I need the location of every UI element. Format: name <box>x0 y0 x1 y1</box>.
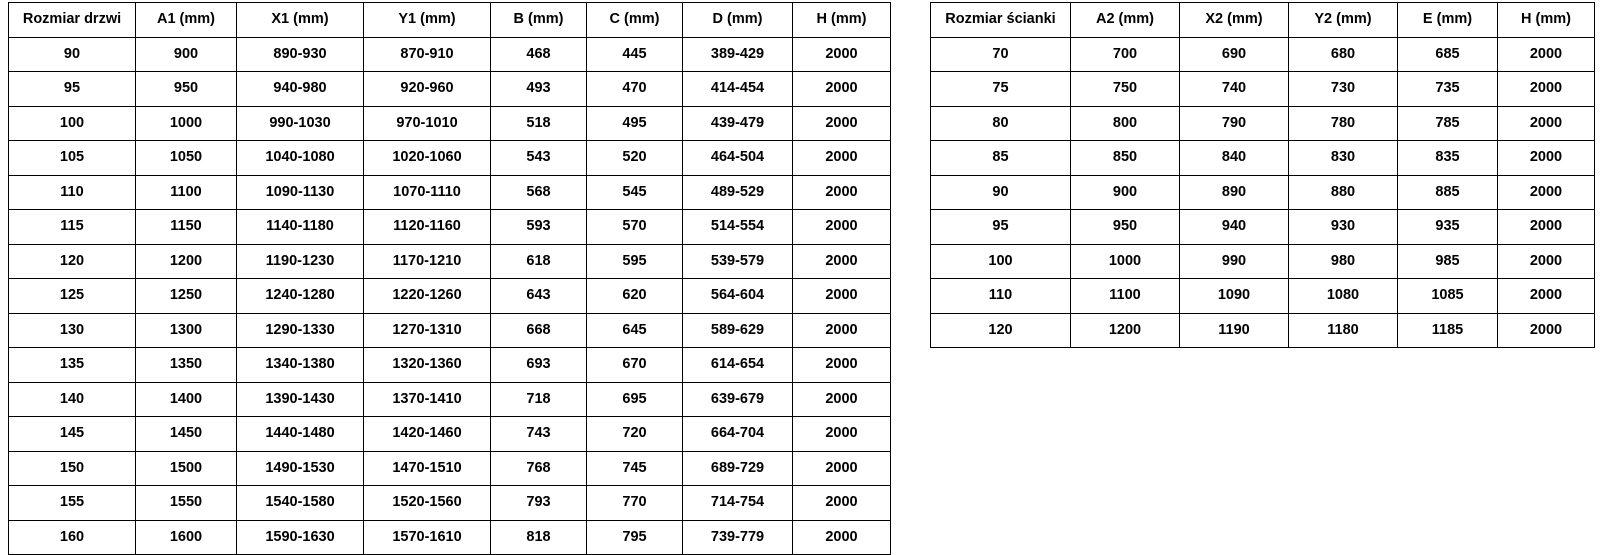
table-row <box>931 72 1595 107</box>
doors-column-header: D (mm) <box>683 3 793 38</box>
table-cell: 935 <box>1398 210 1498 245</box>
table-cell: 970-1010 <box>364 106 491 141</box>
table-cell: 735 <box>1398 72 1498 107</box>
doors-size-cell: 105 <box>9 141 136 176</box>
table-cell: 1040-1080 <box>237 141 364 176</box>
walls-size-cell: 100 <box>931 244 1071 279</box>
table-cell: 520 <box>587 141 683 176</box>
walls-table-header <box>931 3 1595 38</box>
table-cell: 2000 <box>793 72 891 107</box>
table-cell: 493 <box>491 72 587 107</box>
table-cell: 1100 <box>1071 279 1180 314</box>
table-cell: 1000 <box>136 106 237 141</box>
table-cell: 1200 <box>136 244 237 279</box>
table-row <box>931 210 1595 245</box>
table-row <box>9 175 891 210</box>
table-row <box>9 37 891 72</box>
walls-column-header: X2 (mm) <box>1180 3 1289 38</box>
table-cell: 618 <box>491 244 587 279</box>
table-cell: 1320-1360 <box>364 348 491 383</box>
doors-size-cell: 160 <box>9 520 136 555</box>
table-cell: 1180 <box>1289 313 1398 348</box>
table-row <box>9 313 891 348</box>
table-row <box>9 417 891 452</box>
doors-size-cell: 95 <box>9 72 136 107</box>
table-cell: 468 <box>491 37 587 72</box>
table-cell: 2000 <box>793 417 891 452</box>
table-cell: 595 <box>587 244 683 279</box>
table-cell: 714-754 <box>683 486 793 521</box>
table-cell: 1190 <box>1180 313 1289 348</box>
table-cell: 940-980 <box>237 72 364 107</box>
table-cell: 780 <box>1289 106 1398 141</box>
table-cell: 668 <box>491 313 587 348</box>
table-cell: 1050 <box>136 141 237 176</box>
table-cell: 564-604 <box>683 279 793 314</box>
table-header-row <box>931 3 1595 38</box>
table-cell: 689-729 <box>683 451 793 486</box>
doors-size-cell: 145 <box>9 417 136 452</box>
table-cell: 1240-1280 <box>237 279 364 314</box>
table-cell: 950 <box>136 72 237 107</box>
table-cell: 2000 <box>793 520 891 555</box>
table-row <box>931 279 1595 314</box>
table-cell: 570 <box>587 210 683 245</box>
table-cell: 840 <box>1180 141 1289 176</box>
table-cell: 793 <box>491 486 587 521</box>
table-cell: 2000 <box>1498 313 1595 348</box>
table-cell: 718 <box>491 382 587 417</box>
walls-column-header: Rozmiar ścianki <box>931 3 1071 38</box>
table-cell: 1000 <box>1071 244 1180 279</box>
table-cell: 1080 <box>1289 279 1398 314</box>
table-row <box>931 141 1595 176</box>
table-cell: 1490-1530 <box>237 451 364 486</box>
walls-column-header: H (mm) <box>1498 3 1595 38</box>
table-cell: 730 <box>1289 72 1398 107</box>
table-cell: 1470-1510 <box>364 451 491 486</box>
doors-size-cell: 110 <box>9 175 136 210</box>
walls-size-cell: 120 <box>931 313 1071 348</box>
doors-column-header: X1 (mm) <box>237 3 364 38</box>
walls-size-cell: 95 <box>931 210 1071 245</box>
walls-table-body <box>931 37 1595 348</box>
table-cell: 414-454 <box>683 72 793 107</box>
table-row <box>9 520 891 555</box>
table-row <box>9 348 891 383</box>
doors-column-header: B (mm) <box>491 3 587 38</box>
table-row <box>9 106 891 141</box>
table-cell: 2000 <box>793 486 891 521</box>
table-cell: 685 <box>1398 37 1498 72</box>
doors-size-cell: 140 <box>9 382 136 417</box>
table-cell: 770 <box>587 486 683 521</box>
walls-size-cell: 80 <box>931 106 1071 141</box>
table-cell: 1400 <box>136 382 237 417</box>
table-cell: 1090 <box>1180 279 1289 314</box>
walls-column-header: E (mm) <box>1398 3 1498 38</box>
table-cell: 795 <box>587 520 683 555</box>
doors-size-cell: 90 <box>9 37 136 72</box>
table-cell: 1440-1480 <box>237 417 364 452</box>
table-cell: 643 <box>491 279 587 314</box>
table-cell: 1590-1630 <box>237 520 364 555</box>
table-cell: 695 <box>587 382 683 417</box>
table-row <box>931 244 1595 279</box>
table-cell: 890 <box>1180 175 1289 210</box>
table-cell: 1340-1380 <box>237 348 364 383</box>
doors-dimensions-table <box>8 2 891 555</box>
table-cell: 745 <box>587 451 683 486</box>
table-cell: 1200 <box>1071 313 1180 348</box>
table-cell: 885 <box>1398 175 1498 210</box>
table-cell: 1020-1060 <box>364 141 491 176</box>
table-row <box>9 210 891 245</box>
table-cell: 1540-1580 <box>237 486 364 521</box>
walls-size-cell: 110 <box>931 279 1071 314</box>
table-cell: 593 <box>491 210 587 245</box>
table-cell: 518 <box>491 106 587 141</box>
doors-size-cell: 150 <box>9 451 136 486</box>
table-cell: 990-1030 <box>237 106 364 141</box>
table-cell: 680 <box>1289 37 1398 72</box>
doors-size-cell: 115 <box>9 210 136 245</box>
table-cell: 750 <box>1071 72 1180 107</box>
table-cell: 739-779 <box>683 520 793 555</box>
table-cell: 2000 <box>793 175 891 210</box>
table-cell: 1170-1210 <box>364 244 491 279</box>
table-cell: 1290-1330 <box>237 313 364 348</box>
table-cell: 1120-1160 <box>364 210 491 245</box>
table-cell: 690 <box>1180 37 1289 72</box>
table-cell: 1370-1410 <box>364 382 491 417</box>
table-row <box>9 244 891 279</box>
table-cell: 2000 <box>793 451 891 486</box>
doors-table-body <box>9 37 891 555</box>
table-cell: 2000 <box>1498 72 1595 107</box>
table-cell: 389-429 <box>683 37 793 72</box>
table-cell: 818 <box>491 520 587 555</box>
table-header-row <box>9 3 891 38</box>
table-cell: 743 <box>491 417 587 452</box>
table-cell: 920-960 <box>364 72 491 107</box>
walls-size-cell: 90 <box>931 175 1071 210</box>
table-cell: 495 <box>587 106 683 141</box>
walls-table-container <box>930 2 1595 348</box>
table-cell: 1250 <box>136 279 237 314</box>
table-cell: 930 <box>1289 210 1398 245</box>
table-cell: 1450 <box>136 417 237 452</box>
table-cell: 2000 <box>1498 175 1595 210</box>
table-cell: 614-654 <box>683 348 793 383</box>
table-row <box>9 279 891 314</box>
doors-size-cell: 120 <box>9 244 136 279</box>
table-cell: 639-679 <box>683 382 793 417</box>
table-cell: 545 <box>587 175 683 210</box>
table-row <box>931 37 1595 72</box>
table-cell: 693 <box>491 348 587 383</box>
table-cell: 2000 <box>1498 37 1595 72</box>
table-row <box>9 72 891 107</box>
doors-table-container <box>8 2 891 555</box>
table-cell: 950 <box>1071 210 1180 245</box>
walls-dimensions-table <box>930 2 1595 348</box>
table-cell: 1090-1130 <box>237 175 364 210</box>
doors-column-header: A1 (mm) <box>136 3 237 38</box>
table-cell: 1550 <box>136 486 237 521</box>
table-cell: 470 <box>587 72 683 107</box>
table-cell: 1150 <box>136 210 237 245</box>
table-cell: 1570-1610 <box>364 520 491 555</box>
table-cell: 620 <box>587 279 683 314</box>
table-cell: 2000 <box>793 210 891 245</box>
walls-size-cell: 75 <box>931 72 1071 107</box>
table-cell: 835 <box>1398 141 1498 176</box>
table-cell: 1070-1110 <box>364 175 491 210</box>
table-cell: 700 <box>1071 37 1180 72</box>
table-cell: 800 <box>1071 106 1180 141</box>
table-cell: 785 <box>1398 106 1498 141</box>
table-cell: 539-579 <box>683 244 793 279</box>
table-cell: 664-704 <box>683 417 793 452</box>
table-cell: 1390-1430 <box>237 382 364 417</box>
table-row <box>9 486 891 521</box>
table-cell: 1520-1560 <box>364 486 491 521</box>
table-cell: 870-910 <box>364 37 491 72</box>
table-cell: 1600 <box>136 520 237 555</box>
walls-column-header: Y2 (mm) <box>1289 3 1398 38</box>
table-row <box>9 382 891 417</box>
doors-column-header: H (mm) <box>793 3 891 38</box>
doors-column-header: Rozmiar drzwi <box>9 3 136 38</box>
table-cell: 2000 <box>1498 279 1595 314</box>
table-cell: 1300 <box>136 313 237 348</box>
table-cell: 740 <box>1180 72 1289 107</box>
doors-table-header <box>9 3 891 38</box>
table-cell: 2000 <box>1498 210 1595 245</box>
table-cell: 1140-1180 <box>237 210 364 245</box>
table-cell: 940 <box>1180 210 1289 245</box>
table-cell: 720 <box>587 417 683 452</box>
table-cell: 464-504 <box>683 141 793 176</box>
table-cell: 2000 <box>793 106 891 141</box>
table-cell: 2000 <box>793 37 891 72</box>
doors-column-header: Y1 (mm) <box>364 3 491 38</box>
table-cell: 1350 <box>136 348 237 383</box>
table-cell: 445 <box>587 37 683 72</box>
table-cell: 1270-1310 <box>364 313 491 348</box>
table-cell: 900 <box>136 37 237 72</box>
table-cell: 880 <box>1289 175 1398 210</box>
doors-size-cell: 100 <box>9 106 136 141</box>
table-cell: 850 <box>1071 141 1180 176</box>
table-cell: 2000 <box>1498 244 1595 279</box>
table-cell: 2000 <box>793 244 891 279</box>
table-cell: 1190-1230 <box>237 244 364 279</box>
table-cell: 2000 <box>1498 141 1595 176</box>
table-cell: 2000 <box>793 279 891 314</box>
table-cell: 790 <box>1180 106 1289 141</box>
table-cell: 1100 <box>136 175 237 210</box>
table-cell: 670 <box>587 348 683 383</box>
table-row <box>931 175 1595 210</box>
table-cell: 900 <box>1071 175 1180 210</box>
table-cell: 589-629 <box>683 313 793 348</box>
table-cell: 2000 <box>793 382 891 417</box>
table-cell: 645 <box>587 313 683 348</box>
table-cell: 1220-1260 <box>364 279 491 314</box>
table-cell: 2000 <box>793 348 891 383</box>
table-cell: 768 <box>491 451 587 486</box>
doors-size-cell: 130 <box>9 313 136 348</box>
table-cell: 2000 <box>793 141 891 176</box>
doors-size-cell: 125 <box>9 279 136 314</box>
table-cell: 489-529 <box>683 175 793 210</box>
doors-size-cell: 135 <box>9 348 136 383</box>
table-cell: 830 <box>1289 141 1398 176</box>
table-cell: 1420-1460 <box>364 417 491 452</box>
table-cell: 1085 <box>1398 279 1498 314</box>
walls-size-cell: 70 <box>931 37 1071 72</box>
table-cell: 543 <box>491 141 587 176</box>
table-cell: 568 <box>491 175 587 210</box>
table-cell: 1185 <box>1398 313 1498 348</box>
table-row <box>931 106 1595 141</box>
doors-column-header: C (mm) <box>587 3 683 38</box>
table-row <box>9 141 891 176</box>
table-cell: 2000 <box>1498 106 1595 141</box>
walls-column-header: A2 (mm) <box>1071 3 1180 38</box>
table-cell: 439-479 <box>683 106 793 141</box>
table-cell: 890-930 <box>237 37 364 72</box>
walls-size-cell: 85 <box>931 141 1071 176</box>
table-cell: 980 <box>1289 244 1398 279</box>
table-cell: 514-554 <box>683 210 793 245</box>
table-row <box>9 451 891 486</box>
table-row <box>931 313 1595 348</box>
table-cell: 990 <box>1180 244 1289 279</box>
table-cell: 2000 <box>793 313 891 348</box>
doors-size-cell: 155 <box>9 486 136 521</box>
table-cell: 1500 <box>136 451 237 486</box>
table-cell: 985 <box>1398 244 1498 279</box>
